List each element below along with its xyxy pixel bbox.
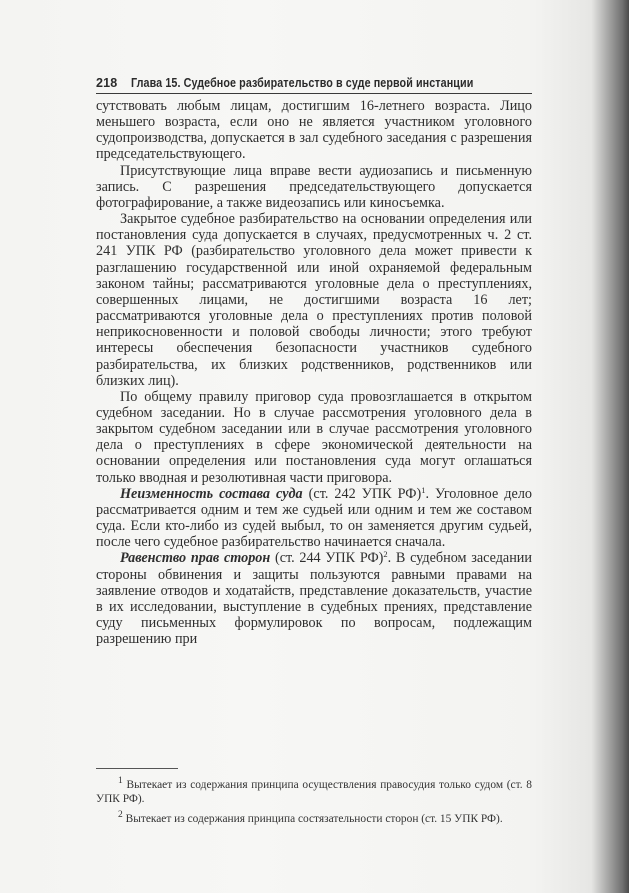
footnote-2 [96,808,532,826]
body-text [96,98,532,647]
footnote-2-text: Вытекает из содержания принципа состязательности сторон (ст. 15 УПК РФ). [122,812,503,825]
footnote-divider [96,768,178,769]
footnotes [96,774,532,828]
paragraph-3: Закрытое судебное разбирательство на основании определения или постановления суда допускается в случаях, предусмотренных ч. 2 ст. 241 УПК РФ (разбирательство уголовного дела может привести к разглашению государственной или иной охраняемой федеральным законом тайны; рассматриваются уголовные дела о преступлениях, совершенных лицами, не достигшими возраста 16 лет; рассматриваются уголовные дела о преступлениях против половой неприкосновенности и половой свободы личности; этого требуют интересы обеспечения безопасности участников судебного разбирательства, их близких родственников, родственников или близких лиц). [96,211,532,389]
paragraph-6 [96,550,532,647]
article-ref-244: (ст. 244 УПК РФ) [270,550,384,567]
footnote-1 [96,774,532,806]
footnote-2-mark: 2 [118,809,123,820]
footnote-1-mark: 1 [118,776,123,786]
paragraph-4: По общему правилу приговор суда провозглашается в открытом судебном заседании. Но в случае рассмотрения уголовного дела в закрытом судебном заседании или в случае рассмотрения уголовного дела о преступлениях в сфере экономической деятельности на основании определения или постановления суда могут оглашаться только вводная и резолютивная части приговора. [96,388,532,486]
running-header [96,72,532,94]
term-composition: Неизменность состава суда [120,485,303,502]
term-equality: Равенство прав сторон [120,550,271,567]
footnote-1-text: Вытекает из содержания принципа осуществления правосудия только судом (ст. 8 УПК РФ). [96,778,532,805]
page-number: 218 [96,76,118,90]
paragraph-6-text: . В судебном заседании стороны обвинения и защиты пользуются равными правами на заявление отводов и ходатайств, представление доказательств, участие в их исследовании, выступление в судебных прениях, представление суду письменных формулировок по вопросам, подлежащим разрешению при [96,550,532,648]
paragraph-2: Присутствующие лица вправе вести аудиозапись и письменную запись. С разрешения председательствующего допускается фотографирование, а также видеозапись или киносъемка. [96,162,532,211]
paragraph-5-text: . Уголовное дело рассматривается одним и тем же судьей или одним и тем же составом суда. Если кто-либо из судей выбыл, то он заменяется другим судьей, после чего судебное разбирательство начинается сначала. [96,485,532,551]
article-ref-242: (ст. 242 УПК РФ) [302,485,422,502]
paragraph-1: сутствовать любым лицам, достигшим 16-летнего возраста. Лицо меньшего возраста, если оно не является участником уголовного судопроизводства, допускается в зал судебного заседания с разрешения председательствующего. [96,98,532,163]
paragraph-5 [96,486,532,551]
chapter-title: Глава 15. Судебное разбирательство в суде первой инстанции [131,76,474,90]
footnote-mark-1: 1 [421,484,426,495]
footnote-mark-2: 2 [383,549,388,560]
